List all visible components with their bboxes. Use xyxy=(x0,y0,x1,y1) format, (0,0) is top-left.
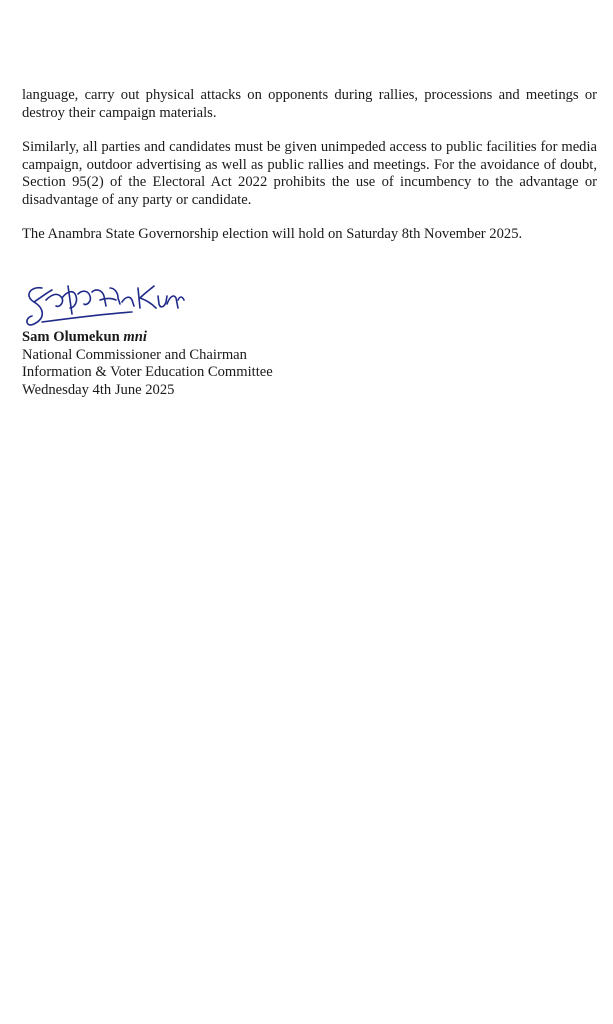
paragraph-election-date: The Anambra State Governorship election will hold on Saturday 8th November 2025. xyxy=(22,226,523,242)
signoff-block xyxy=(22,329,273,399)
signatory-committee: Information & Voter Education Committee xyxy=(22,364,273,381)
signatory-suffix: mni xyxy=(123,329,147,345)
signatory-title: National Commissioner and Chairman xyxy=(22,346,247,363)
paragraph-conduct: language, carry out physical attacks on opponents during rallies, processions and meetings or destroy their campaign materials. xyxy=(22,87,597,121)
signoff-date: Wednesday 4th June 2025 xyxy=(22,381,175,398)
signature-image xyxy=(22,278,187,332)
document-body xyxy=(22,87,597,261)
signatory-line xyxy=(22,329,273,347)
signatory-name: Sam Olumekun xyxy=(22,329,120,345)
paragraph-access: Similarly, all parties and candidates must be given unimpeded access to public facilities for media campaign, outdoor advertising as well as public rallies and meetings. For the avoidance of doubt, Section 95(2) of the Electoral Act 2022 prohibits the use of incumbency to the advantage or disadvantage of any party or candidate. xyxy=(22,139,597,208)
